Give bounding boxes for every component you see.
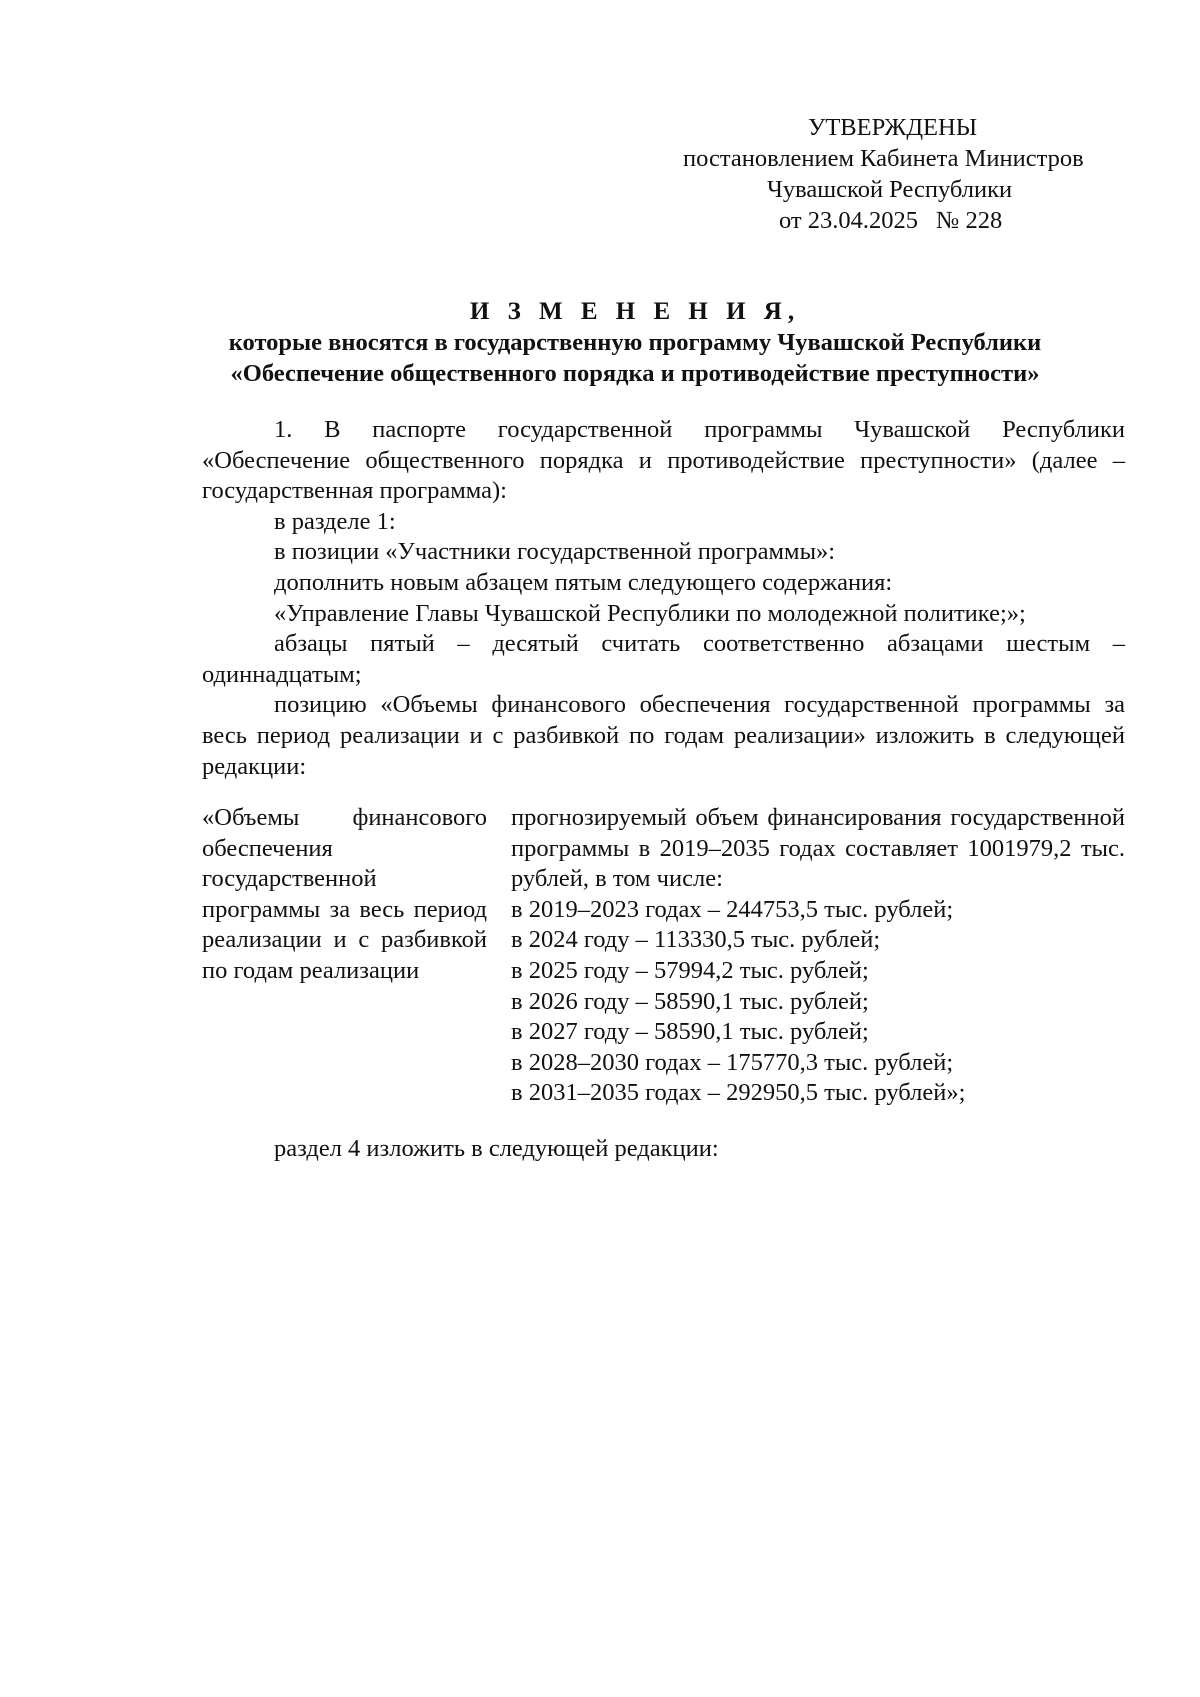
financing-row: в 2019–2023 годах – 244753,5 тыс. рублей; — [511, 895, 954, 923]
financing-row: в 2028–2030 годах – 175770,3 тыс. рублей; — [511, 1048, 954, 1076]
document-body — [202, 415, 1125, 782]
title-program-name: «Обеспечение общественного порядка и противодействие преступности» — [230, 360, 1040, 387]
financing-row: в 2026 году – 58590,1 тыс. рублей; — [511, 987, 869, 1015]
paragraph: позицию «Объемы финансового обеспечения государственной программы за весь период реализации и с разбивкой по годам реализации» изложить в следующей редакции: — [202, 691, 1125, 780]
paragraph: в позиции «Участники государственной программы»: — [274, 538, 836, 566]
approval-date: от 23.04.2025 — [779, 207, 919, 234]
paragraph: «Управление Главы Чувашской Республики по молодежной политике;»; — [274, 599, 1026, 627]
financing-row: в 2024 году – 113330,5 тыс. рублей; — [511, 926, 881, 954]
paragraph: раздел 4 изложить в следующей редакции: — [274, 1135, 719, 1162]
title-heading: И З М Е Н Е Н И Я, — [469, 298, 801, 325]
financing-intro: прогнозируемый объем финансирования государственной программы в 2019–2035 годах составляет 1001979,2 тыс. рублей, в том числе: — [511, 804, 1125, 893]
financing-label: «Объемы финансового обеспечения государственной программы за весь период реализации и с разбивкой по годам реализации — [202, 804, 487, 984]
financing-table — [202, 803, 1125, 1109]
approval-region: Чувашской Республики — [767, 176, 1013, 203]
paragraph: 1. В паспорте государственной программы Чувашской Республики «Обеспечение общественного порядка и противодействие преступности» (далее – государственная программа): — [202, 416, 1125, 505]
approval-number: № 228 — [936, 207, 1003, 234]
financing-row: в 2027 году – 58590,1 тыс. рублей; — [511, 1018, 869, 1046]
paragraph: абзацы пятый – десятый считать соответственно абзацами шестым – одиннадцатым; — [202, 630, 1125, 688]
approval-stamp-block — [660, 112, 1120, 236]
financing-details — [511, 803, 1125, 1109]
approval-issuer: постановлением Кабинета Министров — [683, 145, 1084, 172]
closing-paragraph — [202, 1134, 1125, 1165]
financing-row: в 2031–2035 годах – 292950,5 тыс. рублей»; — [511, 1079, 966, 1107]
document-title — [200, 296, 1070, 389]
financing-row: в 2025 году – 57994,2 тыс. рублей; — [511, 956, 869, 984]
approval-date-number — [660, 205, 1120, 236]
title-subheading: которые вносятся в государственную программу Чувашской Республики — [228, 329, 1042, 356]
approval-heading: УТВЕРЖДЕНЫ — [808, 114, 978, 141]
paragraph: дополнить новым абзацем пятым следующего содержания: — [274, 568, 893, 596]
paragraph: в разделе 1: — [274, 507, 396, 535]
